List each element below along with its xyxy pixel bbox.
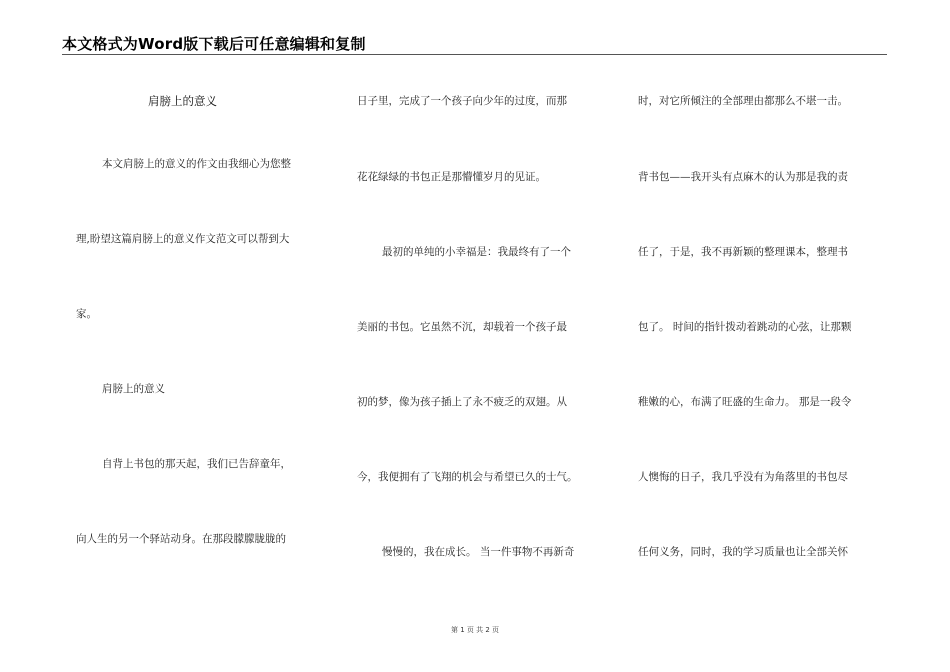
text-column-3 xyxy=(638,85,888,562)
paragraph-line: 最初的单纯的小幸福是：我最终有了一个 xyxy=(382,246,571,258)
paragraph-line: 今，我便拥有了飞翔的机会与希望已久的士气。 xyxy=(357,471,578,483)
paragraph-line: 背书包——我开头有点麻木的认为那是我的责 xyxy=(638,171,848,183)
paragraph-line: 美丽的书包。它虽然不沉，却载着一个孩子最 xyxy=(357,321,567,333)
paragraph-line: 花花绿绿的书包正是那懵懂岁月的见证。 xyxy=(357,171,546,183)
paragraph-line: 慢慢的，我在成长。 当一件事物不再新奇 xyxy=(382,546,575,558)
paragraph-line: 日子里，完成了一个孩子向少年的过度，而那 xyxy=(357,95,567,107)
paragraph-line: 包了。 时间的指针拨动着跳动的心弦，让那颗 xyxy=(638,321,852,333)
paragraph-line: 理,盼望这篇肩膀上的意义作文范文可以帮到大 xyxy=(76,233,290,245)
paragraph-line: 任何义务，同时，我的学习质量也让全部关怀 xyxy=(638,546,848,558)
paragraph-line: 初的梦，像为孩子插上了永不疲乏的双翅。从 xyxy=(357,396,567,408)
paragraph-line: 任了，于是，我不再新颖的整理课本，整理书 xyxy=(638,246,848,258)
page-number: 第 1 页 共 2 页 xyxy=(450,626,500,634)
header-divider xyxy=(62,54,887,55)
document-header: 本文格式为Word版下载后可任意编辑和复制 xyxy=(62,35,366,53)
text-column-2 xyxy=(357,85,607,562)
paragraph-line: 人懊悔的日子，我几乎没有为角落里的书包尽 xyxy=(638,471,848,483)
paragraph-line: 时，对它所倾注的全部理由都那么不堪一击。 xyxy=(638,95,848,107)
paragraph-line: 本文肩膀上的意义的作文由我细心为您整 xyxy=(102,158,291,170)
article-title: 肩膀上的意义 xyxy=(148,94,217,108)
text-column-1 xyxy=(76,85,326,549)
paragraph-line: 家。 xyxy=(76,308,97,320)
section-heading: 肩膀上的意义 xyxy=(102,383,165,395)
paragraph-line: 自背上书包的那天起，我们已告辞童年， xyxy=(102,458,291,470)
paragraph-line: 向人生的另一个驿站动身。在那段朦朦胧胧的 xyxy=(76,533,286,545)
paragraph-line: 稚嫩的心，布满了旺盛的生命力。 那是一段令 xyxy=(638,396,852,408)
